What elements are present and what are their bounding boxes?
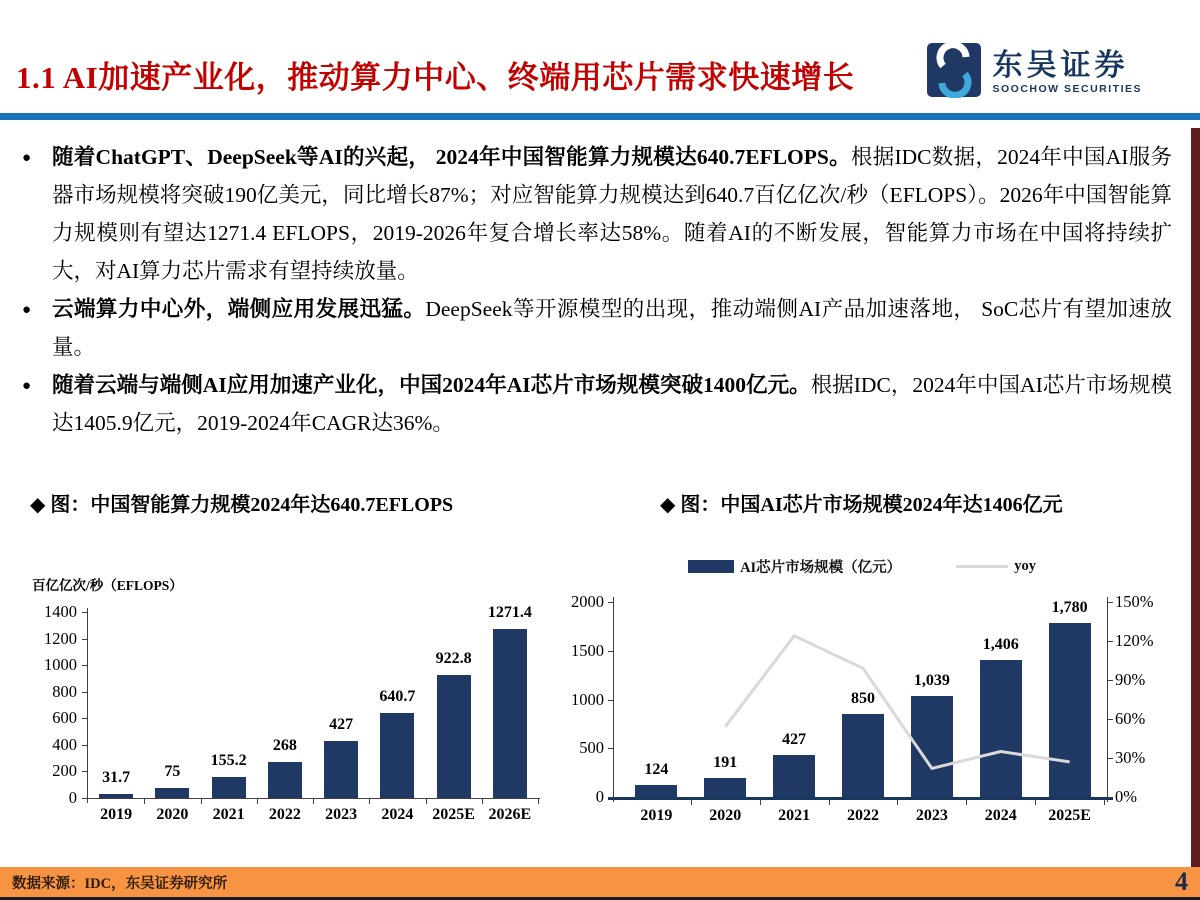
figure-title-right: ◆ 图：中国AI芯片市场规模2024年达1406亿元 [660, 494, 1063, 516]
y-tick-label: 200 [52, 761, 77, 781]
x-tick-label: 2019 [640, 807, 673, 824]
x-tick-label: 2023 [325, 806, 358, 823]
x-tick-mark [538, 799, 539, 804]
x-tick-label: 2025E [1048, 807, 1091, 824]
company-logo [926, 42, 1142, 103]
left-tick-label: 1500 [571, 640, 604, 660]
x-tick-mark [369, 799, 370, 804]
bar-value-label: 1,406 [982, 635, 1019, 653]
bar-series-label: AI芯片市场规模（亿元） [740, 560, 902, 576]
right-tick-mark [1108, 797, 1113, 798]
bullet-3-bold: 随着云端与端侧AI应用加速产业化，中国2024年AI芯片市场规模突破1400亿元。 [52, 373, 811, 397]
figure-title-left: ◆ 图：中国智能算力规模2024年达640.7EFLOPS [30, 494, 454, 516]
x-tick-label: 2024 [381, 806, 414, 823]
bullet-item-2 [22, 290, 1172, 366]
bar-2022 [842, 714, 884, 797]
x-tick-mark [691, 800, 692, 805]
bar-value-label: 1271.4 [487, 604, 532, 622]
bar-2024 [380, 713, 414, 798]
bar-value-label: 75 [164, 763, 181, 781]
bullet-2-normal: DeepSeek等开源模型的出现，推动端侧AI产品加速落地， SoC芯片有望加速放量。 [52, 297, 1172, 359]
bar-2020 [155, 788, 189, 798]
y-tick-label: 0 [68, 788, 77, 807]
y-tick-label: 600 [52, 708, 77, 728]
bar-2025E [437, 675, 471, 798]
bullet-item-3 [22, 366, 1172, 442]
y-tick-label: 1200 [44, 628, 77, 648]
bar-value-label: 427 [782, 731, 807, 749]
x-tick-label: 2024 [984, 807, 1017, 824]
bar-2023 [324, 741, 358, 798]
bar-2021 [773, 755, 815, 797]
x-tick-mark [313, 799, 314, 804]
chart-computing-power-plot [28, 568, 548, 840]
x-tick-label: 2022 [268, 806, 301, 823]
x-tick-mark [829, 800, 830, 805]
y-tick-mark [82, 718, 87, 719]
right-tick-mark [1108, 641, 1113, 642]
y-tick-mark [82, 665, 87, 666]
bullet-3-normal: 根据IDC，2024年中国AI芯片市场规模达1405.9亿元，2019-2024年CAGR达36%。 [52, 373, 1172, 435]
x-tick-mark [482, 799, 483, 804]
x-tick-label: 2021 [778, 807, 811, 824]
data-source-note: 数据来源：IDC，东吴证券研究所 [12, 875, 228, 892]
x-tick-mark [760, 800, 761, 805]
left-tick-label: 0 [595, 787, 604, 806]
y-tick-mark [82, 612, 87, 613]
x-axis-line [608, 797, 1113, 800]
page-title: 1.1 AI加速产业化，推动算力中心、终端用芯片需求快速增长 [16, 60, 855, 95]
left-tick-mark [608, 700, 613, 701]
chart-computing-power [28, 568, 548, 840]
bar-2019 [635, 785, 677, 797]
x-tick-mark [144, 799, 145, 804]
left-tick-label: 500 [579, 738, 604, 758]
bar-2024 [980, 660, 1022, 797]
x-tick-mark [426, 799, 427, 804]
y-tick-label: 800 [52, 681, 77, 701]
right-edge-stripe [1191, 128, 1200, 867]
x-tick-label: 2025E [432, 806, 475, 823]
right-tick-mark [1108, 758, 1113, 759]
left-tick-label: 2000 [571, 592, 604, 611]
x-tick-label: 2019 [100, 806, 133, 823]
x-axis-line [82, 798, 540, 799]
chart-ai-chip-market [562, 550, 1162, 840]
y-tick-label: 1000 [44, 655, 77, 675]
bar-2020 [704, 778, 746, 797]
bar-value-label: 1,039 [913, 671, 950, 689]
bar-2023 [911, 696, 953, 797]
right-tick-label: 60% [1115, 709, 1146, 728]
left-tick-mark [608, 602, 613, 603]
bar-value-label: 31.7 [102, 768, 131, 786]
line-series-label: yoy [1014, 558, 1036, 574]
left-tick-mark [608, 748, 613, 749]
bullet-list [22, 138, 1172, 442]
logo-name-en: SOOCHOW SECURITIES [992, 83, 1142, 96]
left-tick-label: 1000 [571, 689, 604, 709]
y-tick-mark [82, 639, 87, 640]
x-tick-label: 2022 [846, 807, 879, 824]
x-tick-mark [257, 799, 258, 804]
left-tick-mark [608, 797, 613, 798]
bar-value-label: 640.7 [379, 687, 416, 705]
bullet-2-bold: 云端算力中心外，端侧应用发展迅猛。 [52, 297, 426, 321]
bar-value-label: 268 [272, 737, 297, 755]
x-tick-label: 2026E [488, 806, 532, 823]
page-number: 4 [1175, 867, 1188, 896]
bar-2022 [268, 762, 302, 798]
soochow-logo-icon [926, 42, 982, 103]
x-tick-mark [201, 799, 202, 804]
right-tick-label: 120% [1115, 631, 1154, 650]
bullet-item-1 [22, 138, 1172, 290]
y-tick-label: 400 [52, 734, 77, 754]
x-tick-mark [1104, 800, 1105, 805]
bar-value-label: 850 [851, 690, 875, 708]
y-tick-label: 1400 [44, 602, 77, 621]
bullet-1-bold: 随着ChatGPT、DeepSeek等AI的兴起， 2024年中国智能算力规模达640.7EFLOPS。 [52, 145, 851, 169]
x-tick-mark [1035, 800, 1036, 805]
y-tick-mark [82, 798, 87, 799]
footer-bar [0, 867, 1200, 900]
x-tick-label: 2021 [212, 806, 245, 823]
bar-value-label: 155.2 [210, 752, 247, 770]
bar-value-label: 191 [713, 754, 738, 772]
bar-value-label: 427 [329, 716, 354, 734]
x-tick-label: 2020 [156, 806, 189, 823]
bar-value-label: 1,780 [1051, 599, 1088, 617]
right-tick-label: 30% [1115, 748, 1146, 767]
x-tick-label: 2023 [915, 807, 948, 824]
right-tick-mark [1108, 680, 1113, 681]
bar-value-label: 922.8 [435, 650, 472, 668]
chart-ai-chip-plot [562, 550, 1162, 840]
right-tick-mark [1108, 719, 1113, 720]
x-tick-mark [897, 800, 898, 805]
logo-name-cn: 东吴证券 [992, 48, 1129, 82]
x-tick-label: 2020 [709, 807, 742, 824]
x-tick-mark [966, 800, 967, 805]
y-tick-mark [82, 692, 87, 693]
left-tick-mark [608, 651, 613, 652]
bar-2021 [212, 777, 246, 798]
bullet-1-normal: 根据IDC数据，2024年中国AI服务器市场规模将突破190亿美元，同比增长87%；对应智能算力规模达到640.7百亿亿次/秒（EFLOPS）。2026年中国智能算力规模则有望达1271.4 EFLOPS，2019-2026年复合增长率达58%。随着AI的不断发展，智能算力市场在中国将持续扩大，对AI算力芯片需求有望持续放量。 [52, 145, 1172, 283]
right-tick-label: 0% [1115, 787, 1137, 806]
bar-2025E [1049, 623, 1091, 797]
y-tick-mark [82, 745, 87, 746]
header-divider [0, 113, 1200, 120]
y-axis-unit-label: 百亿亿次/秒（EFLOPS） [32, 578, 183, 593]
bar-value-label: 124 [644, 760, 669, 778]
right-axis-line [1107, 597, 1108, 802]
bar-2026E [493, 629, 527, 798]
bar-2019 [99, 794, 133, 798]
right-tick-label: 150% [1115, 592, 1154, 611]
right-tick-label: 90% [1115, 670, 1146, 689]
logo-text [992, 50, 1142, 96]
